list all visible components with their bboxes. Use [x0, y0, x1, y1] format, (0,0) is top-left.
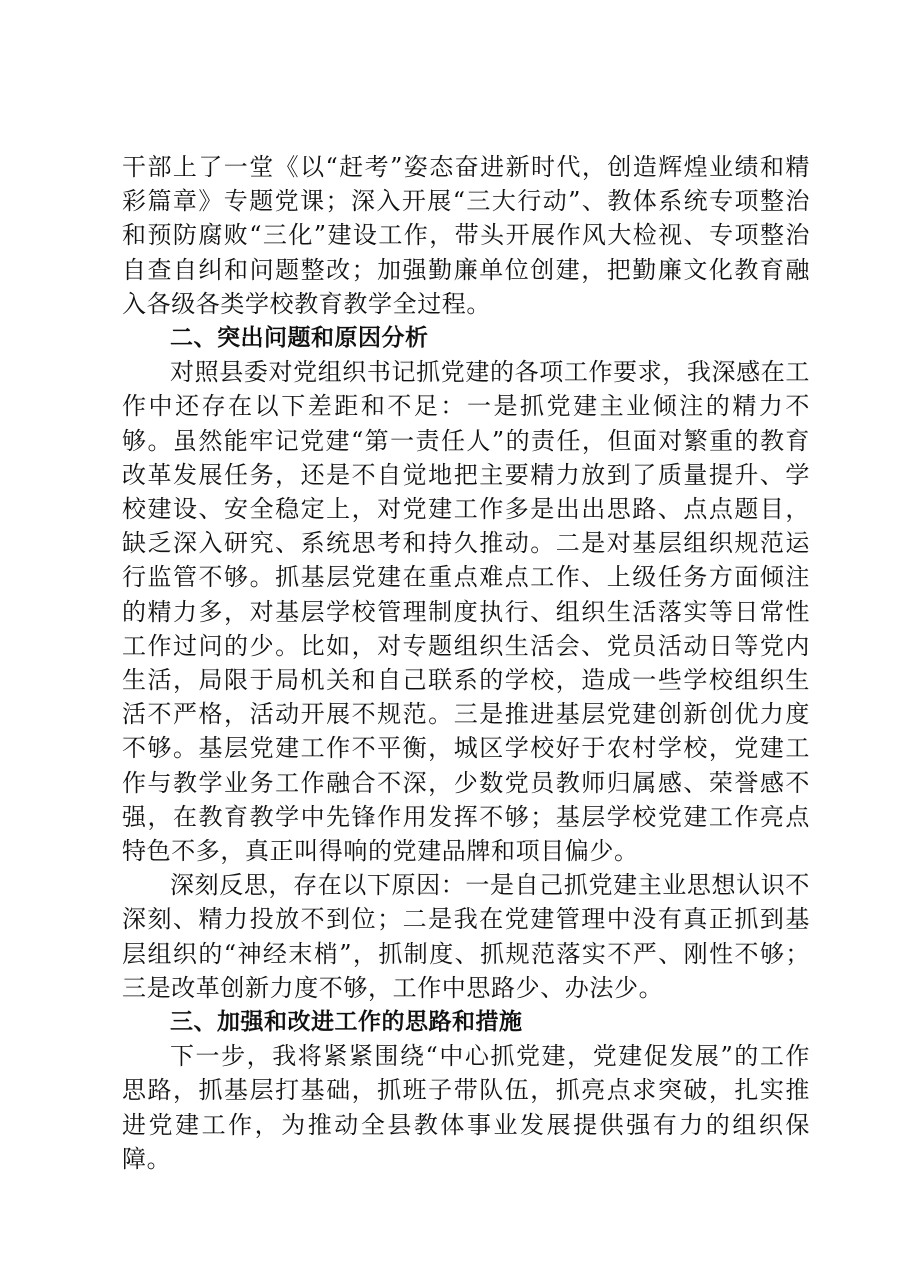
paragraph-problems: 对照县委对党组织书记抓党建的各项工作要求，我深感在工作中还存在以下差距和不足：一是抓党建主业倾注的精力不够。虽然能牢记党建“第一责任人”的责任，但面对繁重的教育改革发展任务，还是不自觉地把主要精力放到了质量提升、学校建设、安全稳定上，对党建工作多是出出思路、点点题目，缺乏深入研究、系统思考和持久推动。二是对基层组织规范运行监管不够。抓基层党建在重点难点工作、上级任务方面倾注的精力多，对基层学校管理制度执行、组织生活落实等日常性工作过问的少。比如，对专题组织生活会、党员活动日等党内生活，局限于局机关和自己联系的学校，造成一些学校组织生活不严格，活动开展不规范。三是推进基层党建创新创优力度不够。基层党建工作不平衡，城区学校好于农村学校，党建工作与教学业务工作融合不深，少数党员教师归属感、荣誉感不强，在教育教学中先锋作用发挥不够；基层学校党建工作亮点特色不多，真正叫得响的党建品牌和项目偏少。 [122, 358, 810, 866]
paragraph-continuation: 干部上了一堂《以“赶考”姿态奋进新时代，创造辉煌业绩和精彩篇章》专题党课；深入开展“三大行动”、教体系统专项整治和预防腐败“三化”建设工作，带头开展作风大检视、专项整治自查自纠和问题整改；加强勤廉单位创建，把勤廉文化教育融入各级各类学校教育教学全过程。 [122, 153, 810, 318]
section-heading-measures: 三、加强和改进工作的思路和措施 [170, 1009, 523, 1036]
paragraph-reasons: 深刻反思，存在以下原因：一是自己抓党建主业思想认识不深刻、精力投放不到位；二是我在党建管理中没有真正抓到基层组织的“神经末梢”，抓制度、抓规范落实不严、刚性不够；三是改革创新力度不够，工作中思路少、办法少。 [122, 871, 810, 1002]
section-heading-problems: 二、突出问题和原因分析 [170, 325, 429, 352]
document-body [122, 150, 810, 1176]
paragraph-measures: 下一步，我将紧紧围绕“中心抓党建，党建促发展”的工作思路，抓基层打基础，抓班子带队伍，抓亮点求突破，扎实推进党建工作，为推动全县教体事业发展提供强有力的组织保障。 [122, 1042, 810, 1173]
